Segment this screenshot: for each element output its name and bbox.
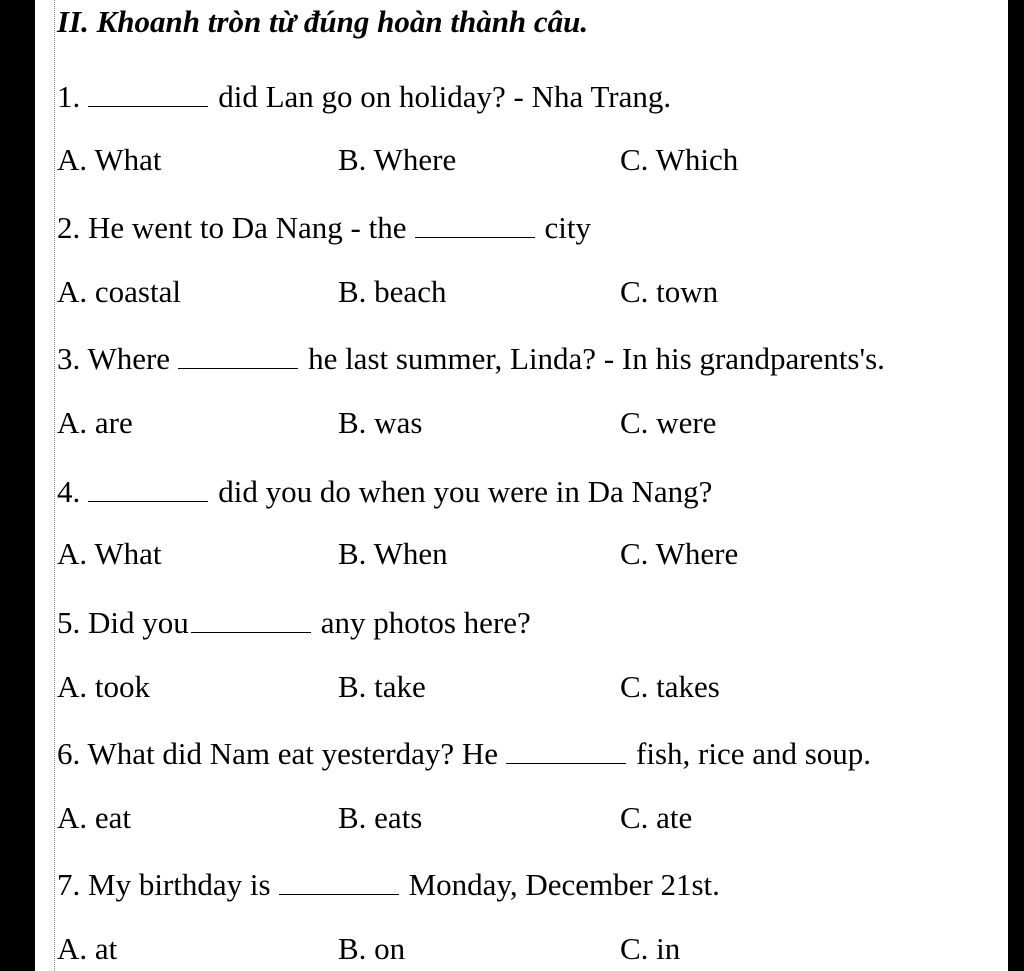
question-number: 4. [57,474,81,509]
answer-blank [88,76,208,107]
question-text-before: He went to Da Nang - the [88,210,407,245]
question-number: 7. [57,867,81,902]
question-text-after: did you do when you were in Da Nang? [218,474,713,509]
option-b[interactable]: B. eats [338,800,423,835]
question-number: 3. [57,341,81,376]
question-text-after: any photos here? [320,605,531,640]
option-a[interactable]: A. What [57,536,162,571]
question-5 [57,602,531,643]
question-text-after: he last summer, Linda? - In his grandparents's. [308,341,885,376]
question-number: 1. [57,79,81,114]
option-b[interactable]: B. When [338,536,448,571]
option-c[interactable]: C. Which [620,142,739,177]
question-number: 5. [57,605,81,640]
answer-blank [88,471,208,502]
question-text-before: Did you [88,605,189,640]
question-text-before: My birthday is [88,867,271,902]
question-4 [57,471,712,512]
option-a[interactable]: A. eat [57,800,132,835]
option-c[interactable]: C. Where [620,536,739,571]
question-text-before: Where [87,341,171,376]
option-b[interactable]: B. take [338,669,426,704]
answer-blank [191,602,311,633]
option-a[interactable]: A. What [57,142,162,177]
option-c[interactable]: C. takes [620,669,720,704]
option-c[interactable]: C. ate [620,800,693,835]
answer-blank [279,864,399,895]
document-page [35,0,1008,971]
option-a[interactable]: A. are [57,405,133,440]
question-3 [57,338,885,379]
question-text-after: city [544,210,592,245]
option-b[interactable]: B. was [338,405,423,440]
question-text-before: What did Nam eat yesterday? He [87,736,499,771]
question-2 [57,207,591,248]
question-number: 6. [57,736,81,771]
option-b[interactable]: B. Where [338,142,457,177]
option-c[interactable]: C. town [620,274,719,309]
margin-guide [54,0,55,971]
question-text-after: Monday, December 21st. [408,867,720,902]
option-b[interactable]: B. beach [338,274,447,309]
question-1 [57,76,671,117]
answer-blank [506,733,626,764]
question-text-after: fish, rice and soup. [636,736,872,771]
question-number: 2. [57,210,81,245]
option-a[interactable]: A. took [57,669,150,704]
option-c[interactable]: C. were [620,405,717,440]
option-b[interactable]: B. on [338,931,406,966]
option-c[interactable]: C. in [620,931,681,966]
option-a[interactable]: A. coastal [57,274,181,309]
question-7 [57,864,720,905]
option-a[interactable]: A. at [57,931,118,966]
question-6 [57,733,871,774]
section-heading: II. Khoanh tròn từ đúng hoàn thành câu. [57,4,589,39]
answer-blank [415,207,535,238]
question-text-after: did Lan go on holiday? - Nha Trang. [218,79,672,114]
answer-blank [178,338,298,369]
